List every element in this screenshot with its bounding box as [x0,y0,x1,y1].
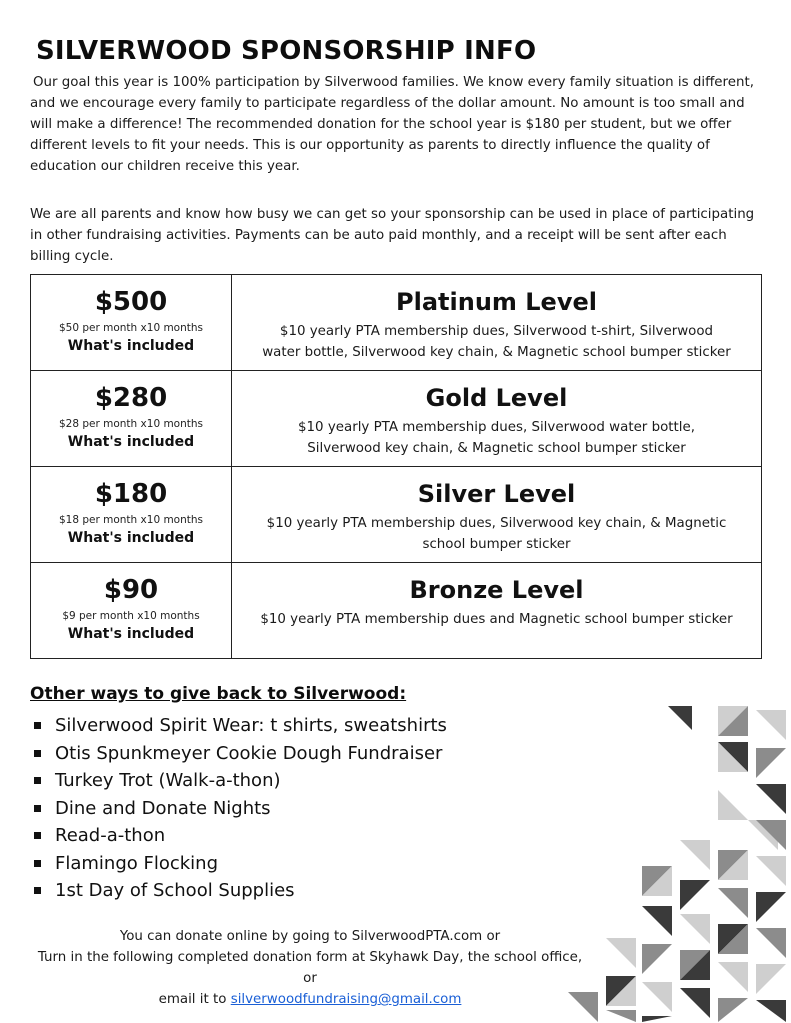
details-cell [232,275,762,371]
level-amount: $180 [94,479,168,509]
level-name: Gold Level [425,384,568,412]
page-title: SILVERWOOD SPONSORSHIP INFO [36,36,537,66]
square-bullet-icon [34,887,41,894]
price-cell [31,467,232,563]
donate-info [30,926,590,1010]
sponsorship-levels-table [30,274,762,659]
included-label: What's included [67,626,195,642]
list-item [34,740,447,768]
intro-paragraph: Our goal this year is 100% participation by Silverwood families. We know every family situation is different, and we encourage every family to participate regardless of the dollar amount. No amount is too small and will make a difference! The recommended donation for the school year is $180 per student, but we offer different levels to fit your needs. This is our opportunity as parents to directly influence the quality of education our children receive this year. [30,75,754,174]
list-item [34,877,447,905]
level-perks: $10 yearly PTA membership dues, Silverwood key chain, & Magnetic school bumper sticker [266,516,727,552]
details-cell [232,371,762,467]
level-row-bronze [31,563,762,659]
level-name: Platinum Level [396,288,597,316]
level-monthly: $50 per month x10 months [58,322,204,334]
square-bullet-icon [34,832,41,839]
level-perks: $10 yearly PTA membership dues, Silverwood water bottle, Silverwood key chain, & Magnetic school bumper sticker [298,420,695,456]
square-bullet-icon [34,750,41,757]
donate-line-form: Turn in the following completed donation form at Skyhawk Day, the school office, or [37,950,583,986]
list-item-label: Read-a-thon [55,825,166,846]
donate-line-online: You can donate online by going to SilverwoodPTA.com or [119,929,501,944]
email-prefix: email it to [158,992,231,1007]
level-monthly: $28 per month x10 months [58,418,204,430]
level-perks: $10 yearly PTA membership dues and Magnetic school bumper sticker [260,612,733,627]
level-name: Silver Level [417,480,576,508]
level-amount: $500 [94,287,168,317]
included-label: What's included [67,434,195,450]
level-amount: $280 [94,383,168,413]
donate-line-email [30,989,590,1010]
list-item [34,850,447,878]
triangle-pattern-icon [568,706,786,1022]
square-bullet-icon [34,722,41,729]
list-item-label: Otis Spunkmeyer Cookie Dough Fundraiser [55,742,443,764]
price-cell [31,371,232,467]
level-name: Bronze Level [409,576,584,604]
price-cell [31,275,232,371]
list-item [34,822,447,850]
list-item [34,795,447,823]
list-item-label: Flamingo Flocking [55,852,219,874]
level-monthly: $9 per month x10 months [62,610,200,622]
square-bullet-icon [34,805,41,812]
other-ways-list [34,712,447,905]
email-link[interactable]: silverwoodfundraising@gmail.com [230,992,462,1007]
details-cell [232,563,762,659]
level-row-silver [31,467,762,563]
square-bullet-icon [34,860,41,867]
list-item-label: 1st Day of School Supplies [55,880,295,901]
level-amount: $90 [103,575,159,605]
level-monthly: $18 per month x10 months [58,514,204,526]
details-cell [232,467,762,563]
list-item [34,767,447,795]
price-cell [31,563,232,659]
square-bullet-icon [34,777,41,784]
level-perks: $10 yearly PTA membership dues, Silverwood t-shirt, Silverwood water bottle, Silverwood key chain, & Magnetic school bumper sticker [262,324,731,360]
included-label: What's included [67,530,195,546]
note-paragraph: We are all parents and know how busy we can get so your sponsorship can be used in place of participating in other fundraising activities. Payments can be auto paid monthly, and a receipt will be sent after each billing cycle. [30,207,755,264]
list-item-label: Turkey Trot (Walk-a-thon) [55,770,281,791]
included-label: What's included [67,338,195,354]
other-ways-heading: Other ways to give back to Silverwood: [30,684,407,704]
triangle-pattern-decoration [550,700,791,1023]
level-row-platinum [31,275,762,371]
level-row-gold [31,371,762,467]
list-item [34,712,447,740]
list-item-label: Silverwood Spirit Wear: t shirts, sweatshirts [55,715,447,736]
list-item-label: Dine and Donate Nights [55,797,271,819]
